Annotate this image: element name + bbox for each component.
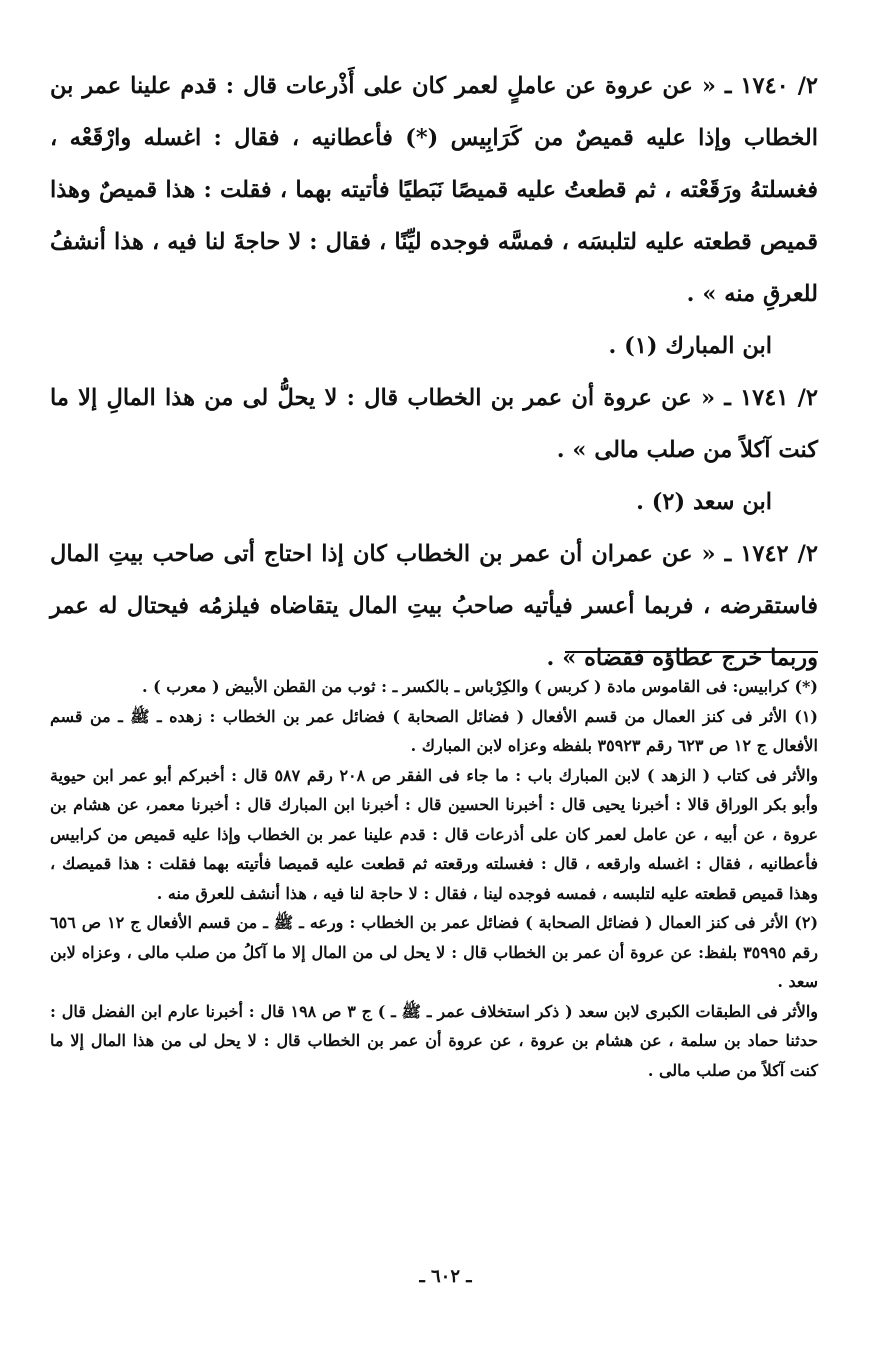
hadith-1741: ٢/ ١٧٤١ ـ « عن عروة أن عمر بن الخطاب قال : لا يحلُّ لى من هذا المالِ إلا ما كنت آكلاً من صلب مالى » . (50, 385, 818, 463)
source-ibn-saad: ابن سعد (٢) . (636, 489, 772, 515)
hadith-1742: ٢/ ١٧٤٢ ـ « عن عمران أن عمر بن الخطاب كان إذا احتاج أتى صاحب بيتِ المال فاستقرضه ، فربما أعسر فيأتيه صاحبُ بيتِ المال يتقاضاه فيلزمُه فيحتال له عمر وربما خرج عطاؤه فقضاه » . (50, 541, 818, 671)
footnote-2: (٢) الأثر فى كنز العمال ( فضائل الصحابة ) فضائل عمر بن الخطاب : ورعه ـ ﷺ ـ من قسم الأفعال ج ١٢ ص ٦٥٦ رقم ٣٥٩٩٥ بلفظ: عن عروة أن عمر بن الخطاب قال : لا يحل لى من المال إلا ما آكلُ من صلب مالى ، وعزاه لابن سعد . (50, 913, 819, 991)
footnote-2-continued: والأثر فى الطبقات الكبرى لابن سعد ( ذكر استخلاف عمر ـ ﷺ ـ ) ج ٣ ص ١٩٨ قال : أخبرنا عارم ابن الفضل قال : حدثنا حماد بن سلمة ، عن هشام بن عروة ، عن عروة أن عمر بن الخطاب قال : لا يحل لى من هذا المال إلا ما كنت آكلاً من صلب مالى . (50, 1001, 819, 1080)
page-number: ـ ٦٠٢ ـ (419, 1266, 472, 1287)
footnotes (50, 672, 818, 1085)
footnote-star: (*) كرابيس: فى القاموس مادة ( كربس ) والكِرْباس ـ بالكسر ـ : ثوب من القطن الأبيض ( معرب ) . (141, 677, 818, 696)
main-text (50, 60, 818, 684)
hadith-1740: ٢/ ١٧٤٠ ـ « عن عروة عن عاملٍ لعمر كان على أَذْرعات قال : قدم علينا عمر بن الخطاب وإذا عليه قميصٌ من كَرَابِيس (*) فأعطانيه ، فقال : اغسله وارْقَعْه ، فغسلتهُ ورَقَعْته ، ثم قطعتُ عليه قميصًا نَبَطيًا فأتيته بهما ، فقلت : هذا قميصٌ وهذا قميص قطعته عليه لتلبسَه ، فمسَّه فوجده ليِّنًا ، فقال : لا حاجةَ لنا فيه ، هذا أنشفُ للعرقِ منه » . (50, 73, 818, 307)
footnote-divider (565, 651, 818, 653)
footnote-1: (١) الأثر فى كنز العمال من قسم الأفعال ( فضائل الصحابة ) فضائل عمر بن الخطاب : زهده ـ ﷺ ـ من قسم الأفعال ج ١٢ ص ٦٢٣ رقم ٣٥٩٢٣ بلفظه وعزاه لابن المبارك . (50, 706, 818, 755)
source-ibn-al-mubarak: ابن المبارك (١) . (608, 333, 772, 359)
footnote-1-continued: والأثر فى كتاب ( الزهد ) لابن المبارك باب : ما جاء فى الفقر ص ٢٠٨ رقم ٥٨٧ قال : أخبركم أبو عمر ابن حيوية وأبو بكر الوراق قالا : أخبرنا يحيى قال : أخبرنا الحسين قال : أخبرنا ابن المبارك قال : أخبرنا معمر، عن هشام بن عروة ، عن أبيه ، عن عامل لعمر كان على أذرعات قال : قدم علينا عمر بن الخطاب وإذا عليه قميص من كرابيس فأعطانيه ، فقال : اغسله وارقعه ، قال : فغسلته ورقعته ثم قطعت عليه قميصا فأتيته بهما فقلت : هذا قميصك ، وهذا قميص قطعته عليه لتلبسه ، فمسه فوجده لينا ، فقال : لا حاجة لنا فيه ، هذا أنشف للعرق منه . (50, 765, 819, 903)
